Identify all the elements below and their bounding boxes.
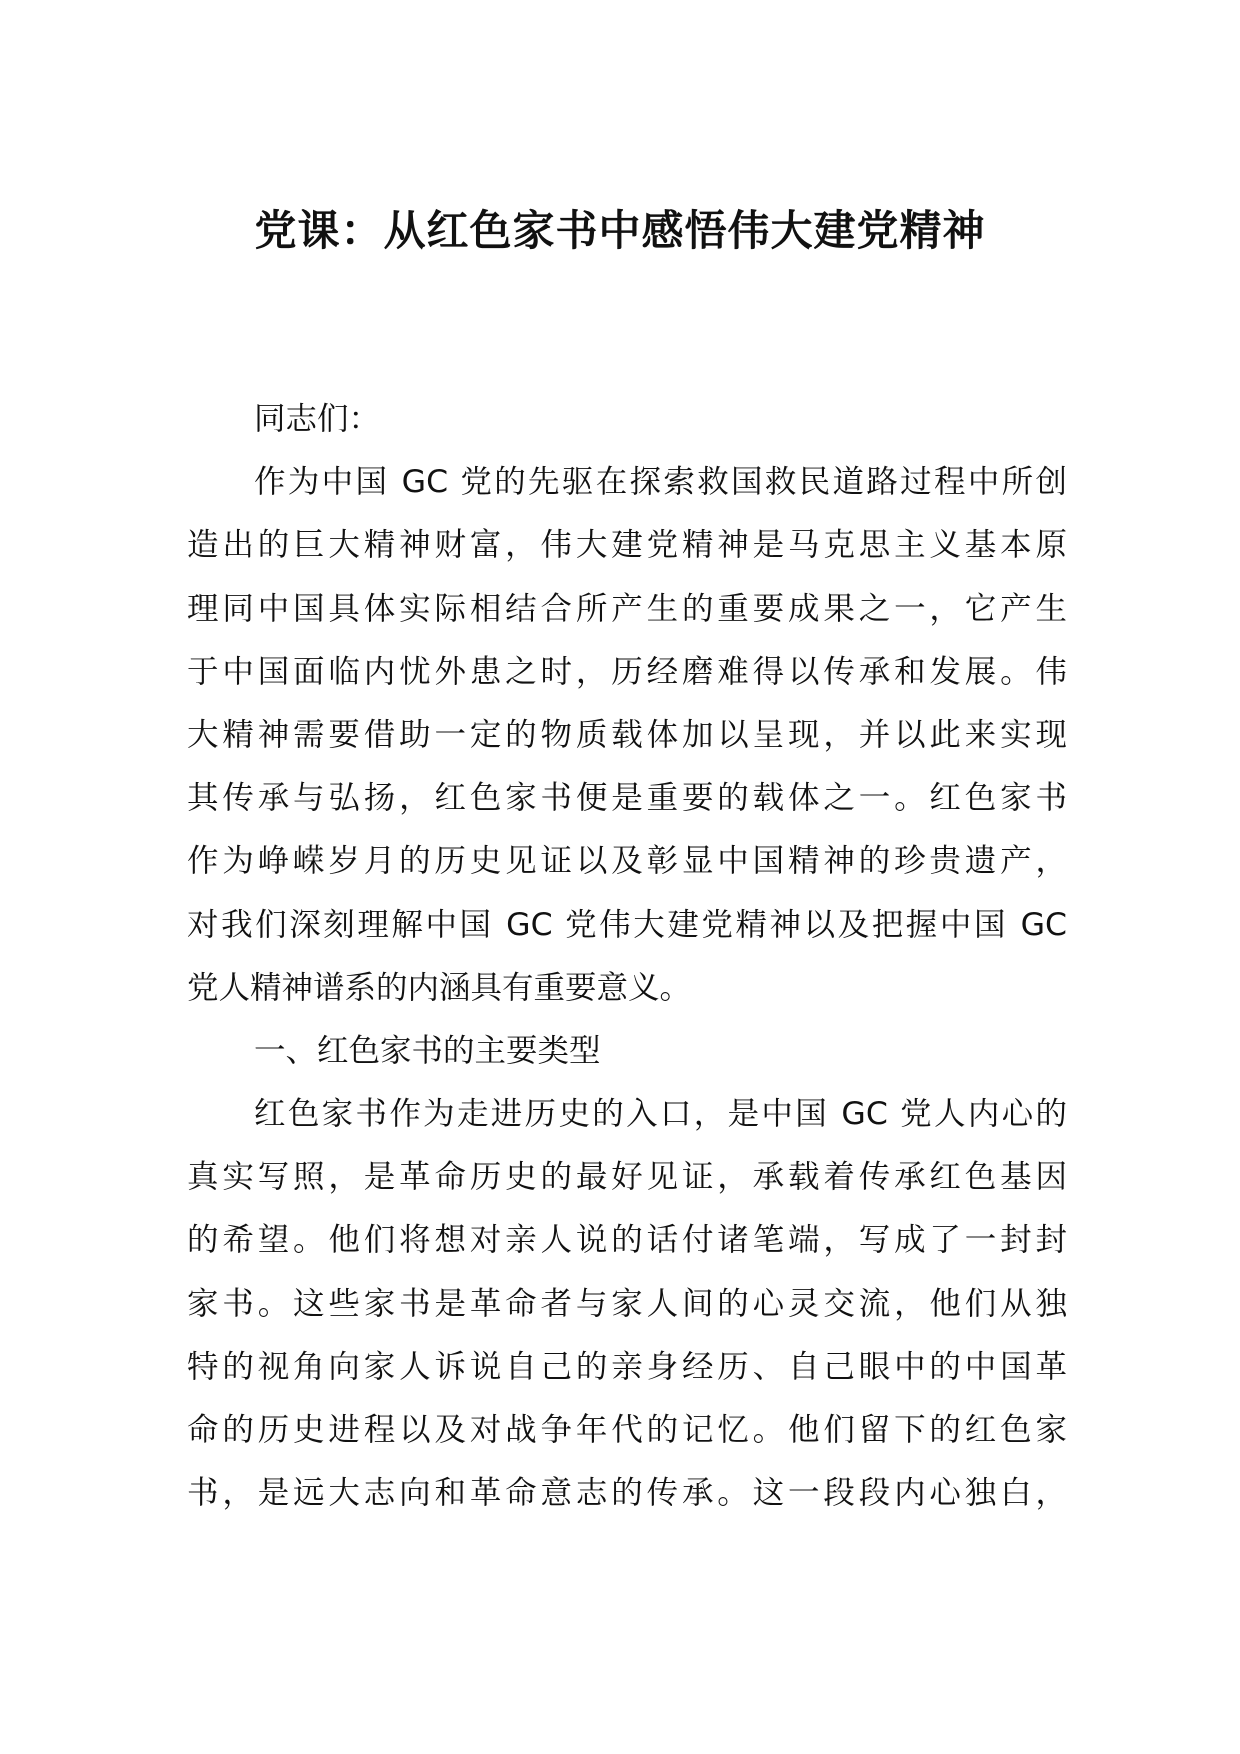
- body-line: 真实写照，是革命历史的最好见证，承载着传承红色基因: [187, 1159, 1067, 1196]
- body-line: 对我们深刻理解中国 GC 党伟大建党精神以及把握中国 GC: [187, 906, 1067, 943]
- body-line: 作为峥嵘岁月的历史见证以及彰显中国精神的珍贵遗产，: [187, 843, 1067, 880]
- section-heading: 一、红色家书的主要类型: [254, 1032, 601, 1069]
- body-line: 理同中国具体实际相结合所产生的重要成果之一，它产生: [187, 590, 1067, 627]
- body-line: 大精神需要借助一定的物质载体加以呈现，并以此来实现: [187, 716, 1067, 753]
- body-line: 同志们：: [254, 401, 381, 437]
- document-title: 党课：从红色家书中感悟伟大建党精神: [254, 206, 986, 255]
- body-line: 命的历史进程以及对战争年代的记忆。他们留下的红色家: [187, 1412, 1067, 1448]
- body-line: 造出的巨大精神财富，伟大建党精神是马克思主义基本原: [187, 527, 1067, 564]
- body-line: 红色家书作为走进历史的入口，是中国 GC 党人内心的: [254, 1096, 1067, 1133]
- body-line: 作为中国 GC 党的先驱在探索救国救民道路过程中所创: [254, 464, 1067, 501]
- body-line: 的希望。他们将想对亲人说的话付诸笔端，写成了一封封: [187, 1222, 1067, 1259]
- document-body: [187, 388, 1067, 1525]
- body-line: 特的视角向家人诉说自己的亲身经历、自己眼中的中国革: [187, 1348, 1067, 1385]
- body-line: 书，是远大志向和革命意志的传承。这一段段内心独白，: [187, 1475, 1067, 1512]
- body-line: 家书。这些家书是革命者与家人间的心灵交流，他们从独: [187, 1285, 1067, 1322]
- body-line: 于中国面临内忧外患之时，历经磨难得以传承和发展。伟: [187, 653, 1067, 690]
- body-line: 党人精神谱系的内涵具有重要意义。: [187, 969, 692, 1006]
- body-line: 其传承与弘扬，红色家书便是重要的载体之一。红色家书: [187, 780, 1067, 817]
